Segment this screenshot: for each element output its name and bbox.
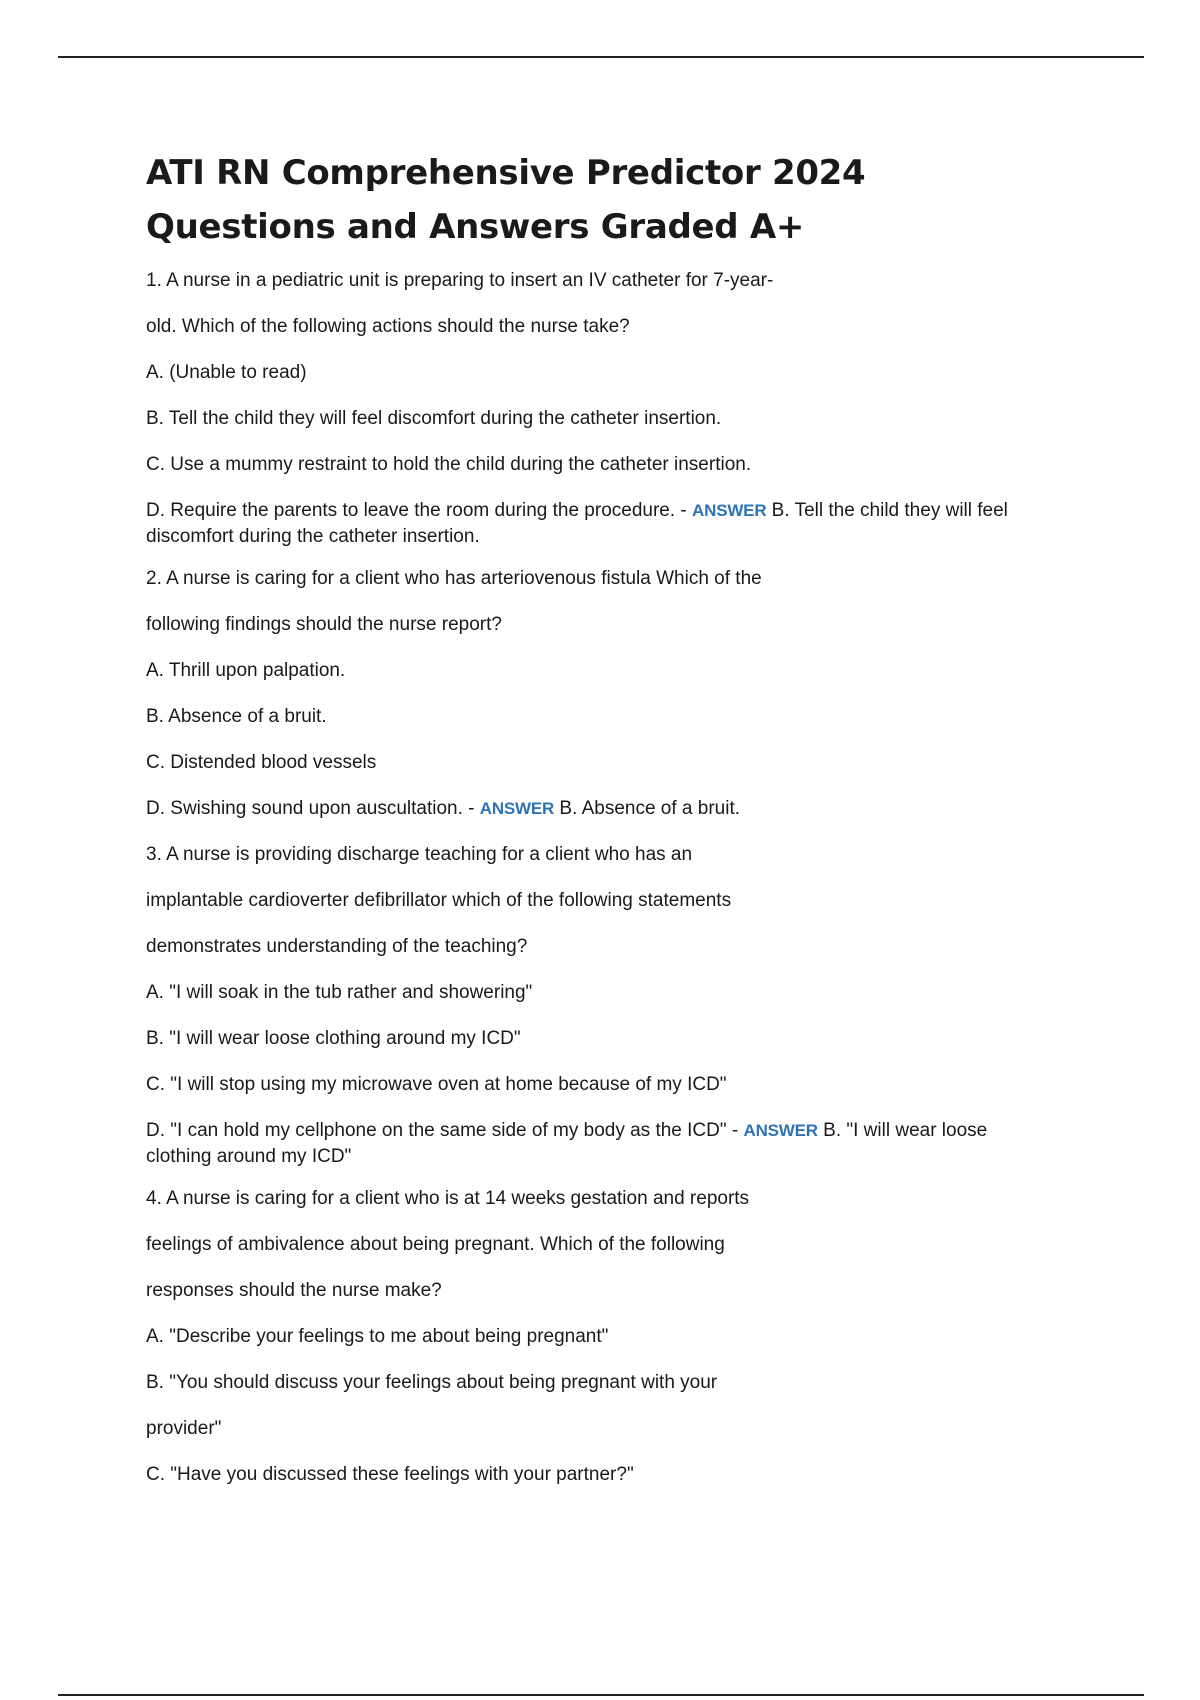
q1-option-d: D. Require the parents to leave the room during the procedure. [146, 500, 676, 521]
q2-option-d-with-answer [146, 796, 1046, 822]
q3-option-b: B. "I will wear loose clothing around my ICD" [146, 1028, 521, 1049]
q4-option-a: A. "Describe your feelings to me about being pregnant" [146, 1326, 609, 1347]
q3-answer: B. "I will wear loose clothing around my ICD" [146, 1120, 988, 1167]
q4-option-b-line: B. "You should discuss your feelings about being pregnant with your [146, 1372, 718, 1393]
header-rule [58, 56, 1144, 58]
answer-separator: - [726, 1120, 744, 1141]
document-body [146, 146, 1046, 1508]
q2-option-b: B. Absence of a bruit. [146, 706, 327, 727]
q4-stem-line: responses should the nurse make? [146, 1280, 442, 1301]
q1-stem-line: old. Which of the following actions should the nurse take? [146, 316, 630, 337]
answer-label: ANSWER [479, 799, 555, 818]
answer-separator: - [675, 500, 693, 521]
q1-option-a: A. (Unable to read) [146, 362, 307, 383]
q3-option-c: C. "I will stop using my microwave oven at home because of my ICD" [146, 1074, 727, 1095]
q1-answer: B. Tell the child they will feel discomfort during the catheter insertion. [146, 500, 1008, 547]
q4-stem-line: 4. A nurse is caring for a client who is at 14 weeks gestation and reports [146, 1188, 750, 1209]
q3-stem-line: 3. A nurse is providing discharge teaching for a client who has an [146, 844, 693, 865]
q3-stem-line: implantable cardioverter defibrillator which of the following statements [146, 890, 732, 911]
document-title: ATI RN Comprehensive Predictor 2024 Questions and Answers Graded A+ [146, 153, 866, 247]
q3-stem-line: demonstrates understanding of the teaching? [146, 936, 528, 957]
q1-option-b: B. Tell the child they will feel discomfort during the catheter insertion. [146, 408, 722, 429]
q4-stem-line: feelings of ambivalence about being pregnant. Which of the following [146, 1234, 725, 1255]
q2-option-c: C. Distended blood vessels [146, 752, 377, 773]
q3-option-d: D. "I can hold my cellphone on the same side of my body as the ICD" [146, 1120, 727, 1141]
q4-option-b-line: provider" [146, 1418, 222, 1439]
q3-option-d-with-answer [146, 1118, 1046, 1170]
q2-stem-line: 2. A nurse is caring for a client who has arteriovenous fistula Which of the [146, 568, 762, 589]
q2-option-d: D. Swishing sound upon auscultation. [146, 798, 463, 819]
footer-rule [58, 1694, 1144, 1696]
answer-label: ANSWER [692, 501, 767, 520]
q1-option-d-with-answer [146, 498, 1046, 550]
q2-answer: B. Absence of a bruit. [554, 798, 741, 819]
q3-option-a: A. "I will soak in the tub rather and showering" [146, 982, 533, 1003]
q1-stem-line: 1. A nurse in a pediatric unit is preparing to insert an IV catheter for 7-year- [146, 270, 774, 291]
answer-label: ANSWER [743, 1121, 818, 1140]
q1-option-c: C. Use a mummy restraint to hold the child during the catheter insertion. [146, 454, 752, 475]
q2-stem-line: following findings should the nurse report? [146, 614, 502, 635]
q2-option-a: A. Thrill upon palpation. [146, 660, 346, 681]
q4-option-c: C. "Have you discussed these feelings with your partner?" [146, 1464, 634, 1485]
answer-separator: - [462, 798, 480, 819]
